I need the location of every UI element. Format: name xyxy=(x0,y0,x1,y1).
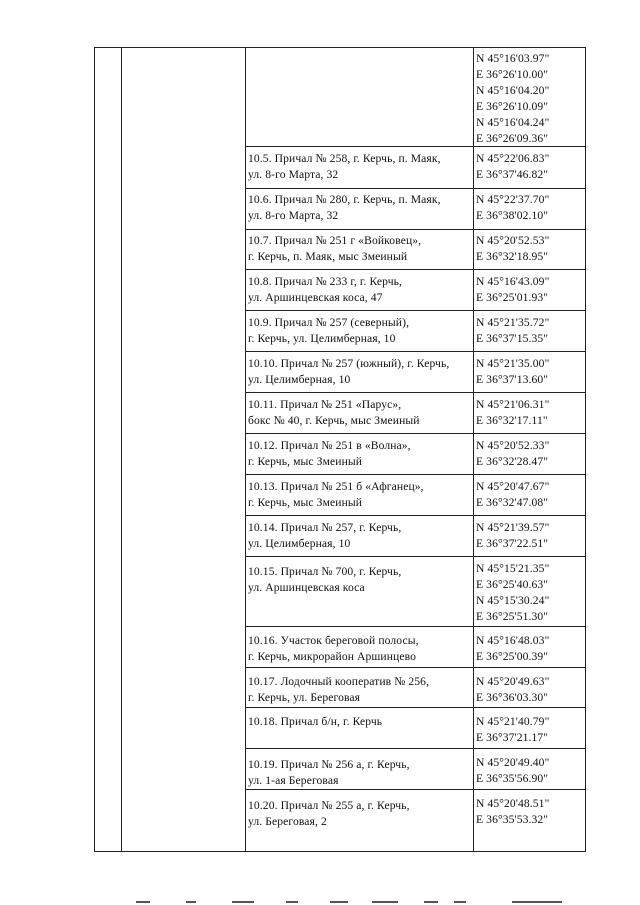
coordinates-cell xyxy=(476,397,586,429)
coordinate-line: N 45°20'52.53" xyxy=(476,234,550,247)
table-border-top xyxy=(94,47,586,48)
page-edge-mark xyxy=(232,901,254,903)
coordinate-line: N 45°20'49.63" xyxy=(476,675,550,688)
coordinate-line: E 36°32'18.95" xyxy=(476,250,549,263)
coordinate-line: N 45°16'04.24" xyxy=(476,116,550,129)
row-separator xyxy=(245,626,586,627)
description-line: 10.17. Лодочный кооператив № 256, xyxy=(248,675,430,688)
description-line: 10.11. Причал № 251 «Парус», xyxy=(248,398,402,411)
row-separator xyxy=(245,667,586,668)
description-cell xyxy=(248,757,470,789)
description-line: 10.16. Участок береговой полосы, xyxy=(248,634,419,647)
description-line: г. Керчь, ул. Береговая xyxy=(248,691,361,704)
coordinates-cell xyxy=(476,151,586,183)
coordinate-line: N 45°16'48.03" xyxy=(476,634,550,647)
description-line: 10.19. Причал № 256 а, г. Керчь, xyxy=(248,758,410,771)
coordinate-line: N 45°20'48.51" xyxy=(476,797,550,810)
coordinates-cell xyxy=(476,315,586,347)
row-separator xyxy=(245,351,586,352)
coordinate-line: N 45°21'35.00" xyxy=(476,357,550,370)
description-cell xyxy=(248,674,470,706)
description-line: г. Керчь, п. Маяк, мыс Змеиный xyxy=(248,250,408,263)
description-cell xyxy=(248,151,470,183)
coordinate-line: E 36°36'03.30" xyxy=(476,691,549,704)
coordinate-line: E 36°37'21.17" xyxy=(476,731,549,744)
page-edge-mark xyxy=(424,901,438,903)
description-cell xyxy=(248,233,470,265)
description-cell xyxy=(248,798,470,830)
description-cell xyxy=(248,633,470,665)
coordinates-cell xyxy=(476,192,586,224)
coordinate-line: E 36°25'00.39" xyxy=(476,650,549,663)
table-border-left xyxy=(94,47,95,852)
coordinate-line: E 36°37'15.35" xyxy=(476,332,549,345)
row-separator xyxy=(245,474,586,475)
row-separator xyxy=(245,310,586,311)
coordinate-line: N 45°21'35.72" xyxy=(476,316,550,329)
page-edge-mark xyxy=(454,901,466,903)
row-separator xyxy=(245,188,586,189)
description-cell xyxy=(248,192,470,224)
row-separator xyxy=(245,748,586,749)
coordinates-cell xyxy=(476,796,586,828)
table-border-col1 xyxy=(121,47,122,852)
description-cell xyxy=(248,564,470,596)
table-border-col2 xyxy=(245,47,246,852)
description-line: 10.18. Причал б/н, г. Керчь xyxy=(248,715,383,728)
coordinate-line: E 36°25'01.93" xyxy=(476,291,549,304)
coordinate-line: E 36°32'28.47" xyxy=(476,455,549,468)
row-separator xyxy=(245,556,586,557)
row-separator xyxy=(245,515,586,516)
page-edge-mark xyxy=(286,901,298,903)
table-border-col3 xyxy=(473,47,474,852)
coordinates-cell xyxy=(476,714,586,746)
coordinate-line: E 36°26'10.09" xyxy=(476,100,549,113)
description-line: г. Керчь, мыс Змеиный xyxy=(248,455,363,468)
coordinate-line: E 36°26'10.00" xyxy=(476,68,549,81)
description-cell xyxy=(248,714,470,730)
description-line: ул. 1-ая Береговая xyxy=(248,774,339,787)
description-cell xyxy=(248,520,470,552)
coordinates-cell xyxy=(476,274,586,306)
row-separator xyxy=(245,789,586,790)
coordinates-cell xyxy=(476,674,586,706)
row-separator xyxy=(245,392,586,393)
description-line: г. Керчь, ул. Целимберная, 10 xyxy=(248,332,396,345)
coordinate-line: E 36°38'02.10" xyxy=(476,209,549,222)
table-border-bottom xyxy=(94,851,586,852)
description-line: 10.5. Причал № 258, г. Керчь, п. Маяк, xyxy=(248,152,441,165)
coordinate-line: N 45°21'06.31" xyxy=(476,398,550,411)
description-cell xyxy=(248,479,470,511)
coordinates-cell xyxy=(476,479,586,511)
coordinate-line: N 45°20'47.67" xyxy=(476,480,550,493)
description-line: 10.12. Причал № 251 в «Волна», xyxy=(248,439,411,452)
description-line: 10.8. Причал № 233 г, г. Керчь, xyxy=(248,275,403,288)
coordinate-line: E 36°25'40.63" xyxy=(476,578,549,591)
description-line: бокс № 40, г. Керчь, мыс Змеиный xyxy=(248,414,420,427)
coordinates-cell xyxy=(476,520,586,552)
description-line: ул. Аршинцевская коса xyxy=(248,581,365,594)
coordinate-line: N 45°16'03.97" xyxy=(476,52,550,65)
description-line: 10.15. Причал № 700, г. Керчь, xyxy=(248,565,402,578)
coordinate-line: E 36°25'51.30" xyxy=(476,610,549,623)
description-line: ул. 8-го Марта, 32 xyxy=(248,209,339,222)
row-separator xyxy=(245,229,586,230)
description-line: 10.20. Причал № 255 а, г. Керчь, xyxy=(248,799,410,812)
coordinate-line: N 45°16'43.09" xyxy=(476,275,550,288)
description-line: 10.7. Причал № 251 г «Войковец», xyxy=(248,234,422,247)
description-line: ул. Целимберная, 10 xyxy=(248,373,351,386)
description-cell xyxy=(248,274,470,306)
coordinate-line: N 45°15'30.24" xyxy=(476,594,550,607)
description-line: 10.13. Причал № 251 б «Афганец», xyxy=(248,480,424,493)
coordinates-cell xyxy=(476,233,586,265)
description-cell xyxy=(248,315,470,347)
coordinate-line: N 45°21'39.57" xyxy=(476,521,550,534)
description-cell xyxy=(248,356,470,388)
coordinates-cell xyxy=(476,438,586,470)
coordinates-cell xyxy=(476,356,586,388)
coordinate-line: E 36°37'46.82" xyxy=(476,168,549,181)
page-edge-mark xyxy=(372,901,398,903)
page-edge-mark xyxy=(136,901,150,903)
description-line: ул. Целимберная, 10 xyxy=(248,537,351,550)
description-cell xyxy=(248,438,470,470)
coordinate-line: N 45°16'04.20" xyxy=(476,84,550,97)
page-edge-mark xyxy=(512,901,562,903)
coordinate-line: E 36°32'47.08" xyxy=(476,496,549,509)
description-line: г. Керчь, мыс Змеиный xyxy=(248,496,363,509)
coordinate-line: N 45°20'52.33" xyxy=(476,439,550,452)
coordinate-line: N 45°22'06.83" xyxy=(476,152,550,165)
description-line: г. Керчь, микрорайон Аршинцево xyxy=(248,650,416,663)
coordinate-line: N 45°15'21.35" xyxy=(476,562,550,575)
description-line: ул. 8-го Марта, 32 xyxy=(248,168,339,181)
description-line: 10.6. Причал № 280, г. Керчь, п. Маяк, xyxy=(248,193,441,206)
description-line: 10.10. Причал № 257 (южный), г. Керчь, xyxy=(248,357,450,370)
description-cell xyxy=(248,397,470,429)
description-line: 10.9. Причал № 257 (северный), xyxy=(248,316,410,329)
row-separator xyxy=(245,707,586,708)
page-edge-mark xyxy=(330,901,348,903)
coordinate-line: E 36°35'53.32" xyxy=(476,813,549,826)
row-separator xyxy=(245,433,586,434)
coordinate-line: N 45°20'49.40" xyxy=(476,756,550,769)
description-line: 10.14. Причал № 257, г. Керчь, xyxy=(248,521,402,534)
coordinate-line: E 36°26'09.36" xyxy=(476,132,549,145)
row-separator xyxy=(245,269,586,270)
coordinate-line: E 36°32'17.11" xyxy=(476,414,548,427)
coordinates-cell xyxy=(476,561,586,625)
coordinate-line: E 36°37'22.51" xyxy=(476,537,549,550)
coordinates-cell xyxy=(476,755,586,787)
description-line: ул. Аршинцевская коса, 47 xyxy=(248,291,383,304)
coordinates-cell xyxy=(476,633,586,665)
coordinate-line: E 36°37'13.60" xyxy=(476,373,549,386)
coordinate-line: N 45°21'40.79" xyxy=(476,715,550,728)
page-edge-mark xyxy=(186,901,196,903)
description-line: ул. Береговая, 2 xyxy=(248,815,327,828)
coordinate-line: E 36°35'56.90" xyxy=(476,772,549,785)
coordinates-cell xyxy=(476,51,586,147)
coordinate-line: N 45°22'37.70" xyxy=(476,193,550,206)
